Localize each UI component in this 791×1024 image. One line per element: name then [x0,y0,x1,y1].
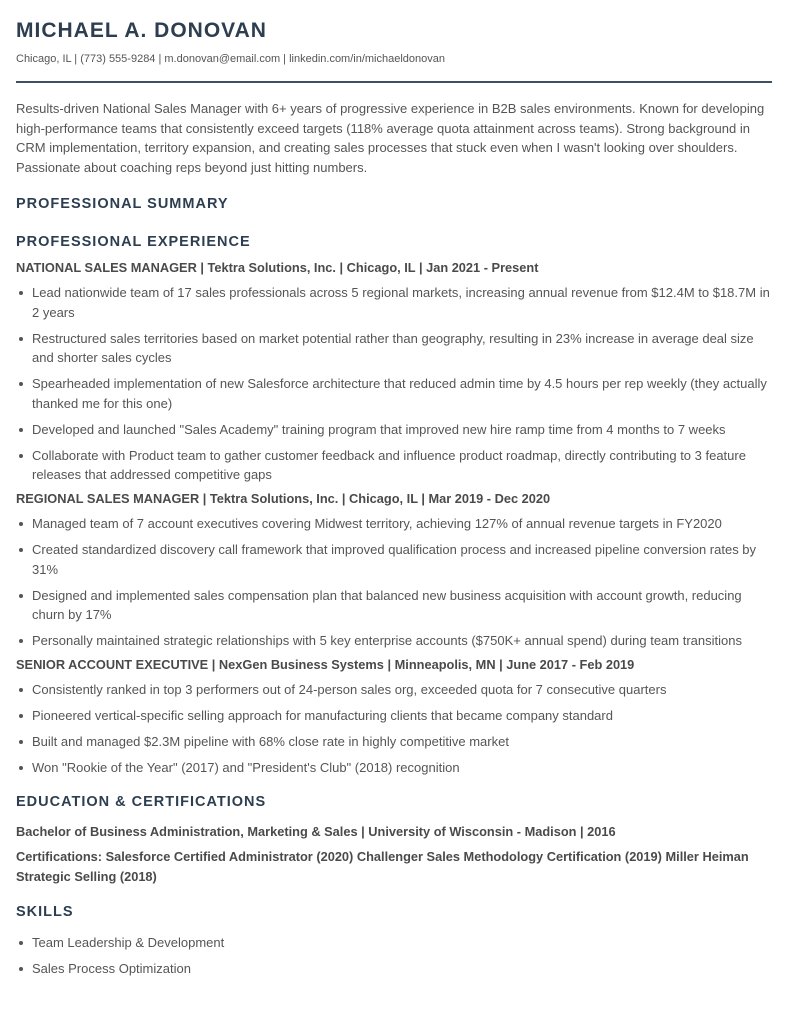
job-title: SENIOR ACCOUNT EXECUTIVE | NexGen Business Systems | Minneapolis, MN | June 2017 - Feb 2019 [16,657,635,672]
list-item [16,540,772,579]
job-bullets [16,514,772,651]
list-item [16,446,772,485]
bullet-text: Designed and implemented sales compensation plan that balanced new business acquisition with account growth, reducing churn by 17% [32,587,742,622]
bullet-icon [19,766,23,770]
list-item [16,329,772,368]
bullet-icon [19,291,23,295]
list-item [16,732,772,752]
bullet-icon [19,688,23,692]
job-title: REGIONAL SALES MANAGER | Tektra Solutions, Inc. | Chicago, IL | Mar 2019 - Dec 2020 [16,491,551,506]
bullet-text: Pioneered vertical-specific selling approach for manufacturing clients that became company standard [32,708,613,723]
bullet-text: Consistently ranked in top 3 performers out of 24-person sales org, exceeded quota for 7 consecutive quarters [32,682,667,697]
job-bullets [16,283,772,485]
section-title-education: EDUCATION & CERTIFICATIONS [16,793,267,810]
bullet-text: Created standardized discovery call framework that improved qualification process and increased pipeline conversion rates by 31% [32,542,757,577]
list-item [16,933,772,953]
bullet-icon [19,740,23,744]
job-entry [16,260,772,485]
education-certifications: Certifications: Salesforce Certified Administrator (2020) Challenger Sales Methodology Certification (2019) Miller Heiman Strategic Selling (2018) [16,849,749,884]
bullet-text: Built and managed $2.3M pipeline with 68% close rate in highly competitive market [32,734,509,749]
section-title-experience: PROFESSIONAL EXPERIENCE [16,234,251,250]
list-item [16,631,772,651]
bullet-icon [19,941,23,945]
bullet-icon [19,382,23,386]
list-item [16,374,772,413]
candidate-name: MICHAEL A. DONOVAN [16,19,267,42]
bullet-text: Lead nationwide team of 17 sales professionals across 5 regional markets, increasing annual revenue from $12.4M to $18.7M in 2 years [32,285,770,320]
bullet-text: Developed and launched "Sales Academy" training program that improved new hire ramp time from 4 months to 7 weeks [32,421,726,437]
bullet-icon [19,594,23,598]
list-item [16,514,772,534]
bullet-text: Won "Rookie of the Year" (2017) and "President's Club" (2018) recognition [32,760,460,775]
list-item [16,706,772,726]
list-item [16,758,772,778]
bullet-icon [19,337,23,341]
list-item [16,586,772,625]
job-title: NATIONAL SALES MANAGER | Tektra Solutions, Inc. | Chicago, IL | Jan 2021 - Present [16,260,539,275]
skill-text: Sales Process Optimization [32,961,191,976]
bullet-text: Personally maintained strategic relationships with 5 key enterprise accounts ($750K+ annual spend) during team transitions [32,633,742,648]
education-degree: Bachelor of Business Administration, Marketing & Sales | University of Wisconsin - Madison | 2016 [16,823,616,839]
bullet-icon [19,639,23,643]
bullet-icon [19,967,23,971]
resume-content [16,196,772,985]
bullet-icon [19,454,23,458]
header-divider [16,81,772,83]
skills-list [16,933,772,979]
bullet-icon [19,714,23,718]
job-entry [16,491,772,651]
bullet-icon [19,428,23,432]
bullet-icon [19,548,23,552]
job-bullets [16,680,772,778]
list-item [16,420,772,440]
list-item [16,680,772,700]
skill-text: Team Leadership & Development [32,935,225,950]
summary-paragraph: Results-driven National Sales Manager with 6+ years of progressive experience in B2B sales environments. Known for developing high-performance teams that consistently exceed targets (118% average quota attainment across teams). Strong background in CRM implementation, territory expansion, and creating sales processes that stuck even when I wasn't looking over shoulders. Passionate about coaching reps beyond just hitting numbers. [16,101,765,175]
section-title-skills: SKILLS [16,904,74,920]
list-item [16,283,772,322]
bullet-text: Restructured sales territories based on market potential rather than geography, resulting in 23% increase in average deal size and shorter sales cycles [32,330,754,365]
bullet-text: Managed team of 7 account executives covering Midwest territory, achieving 127% of annual revenue targets in FY2020 [32,516,722,531]
bullet-text: Spearheaded implementation of new Salesforce architecture that reduced admin time by 4.5 hours per rep weekly (they actually thanked me for this one) [32,376,767,411]
section-title-summary: PROFESSIONAL SUMMARY [16,196,229,212]
bullet-icon [19,522,23,526]
contact-info: Chicago, IL | (773) 555-9284 | m.donovan@email.com | linkedin.com/in/michaeldonovan [16,53,446,65]
bullet-text: Collaborate with Product team to gather customer feedback and influence product roadmap, directly contributing to 3 feature releases that addressed competitive gaps [32,447,746,482]
list-item [16,959,772,979]
job-entry [16,657,772,778]
